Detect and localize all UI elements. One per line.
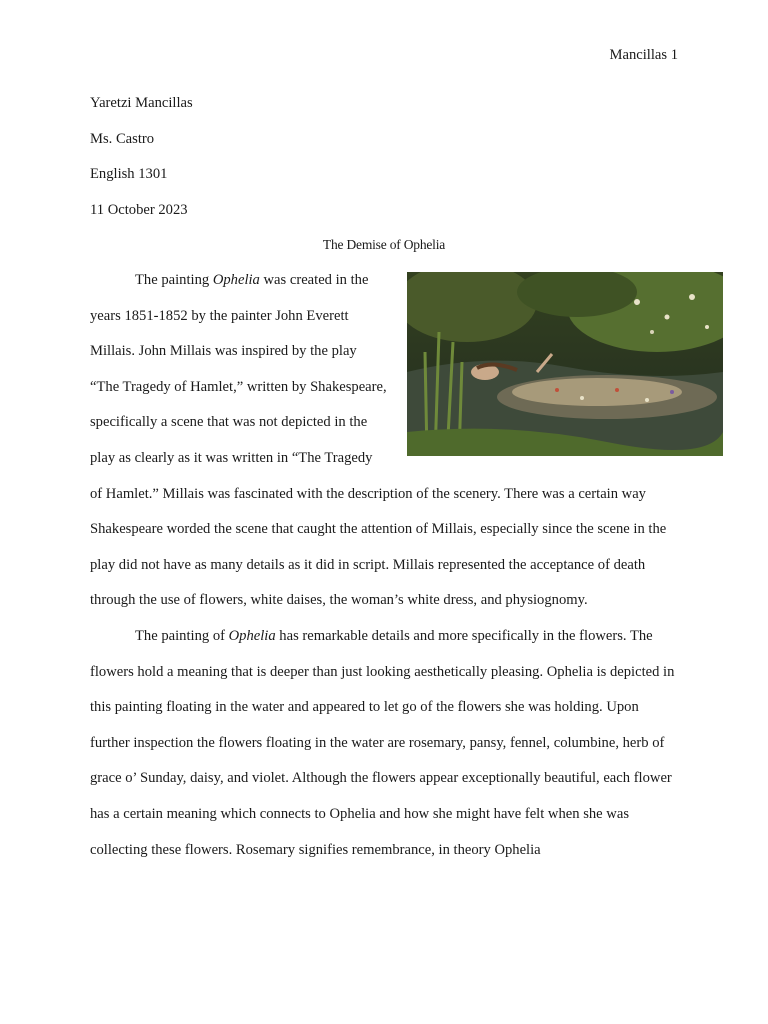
course-name: English 1301: [90, 166, 168, 183]
paragraph-1-intro: The painting: [135, 272, 213, 288]
paragraph-2-intro: The painting of: [135, 627, 229, 644]
essay-title: The Demise of Ophelia: [322, 237, 446, 252]
essay-date: 11 October 2023: [90, 201, 188, 218]
running-head: Mancillas 1: [609, 47, 678, 63]
student-name: Yaretzi Mancillas: [90, 95, 193, 111]
ophelia-painting-image: [407, 272, 723, 456]
mla-heading: [90, 94, 193, 236]
instructor-name: Ms. Castro: [90, 130, 155, 147]
paragraph-1-work-title: Ophelia: [212, 272, 260, 288]
essay-body: [90, 263, 680, 868]
paragraph-1-text: was created in the years 1851-1852 by the painter John Everett Millais. John Millais was inspired by the play “The Tragedy of Hamlet,” written by Shakespeare, specifically a scene that was not depicted in the play as clearly as it was written in “The Tragedy of Hamlet.” Millais was fascinated with the description of the scenery. There was a certain way Shakespeare worded the scene that caught the attention of Millais, especially since the scene in the play did not have as many details as it did in script. Millais represented the acceptance of death through the use of flowers, white daises, the woman’s white dress, and physiognomy.: [90, 272, 667, 609]
paragraph-2: [90, 619, 680, 868]
paragraph-2-text: has remarkable details and more specifically in the flowers. The flowers hold a meaning that is deeper than just looking aesthetically pleasing. Ophelia is depicted in this painting floating in the water and appeared to let go of the flowers she was holding. Upon further inspection the flowers floating in the water are rosemary, pansy, fennel, columbine, herb of grace o’ Sunday, daisy, and violet. Although the flowers appear exceptionally beautiful, each flower has a certain meaning which connects to Ophelia and how she might have felt when she was collecting these flowers. Rosemary signifies remembrance, in theory Ophelia: [90, 627, 675, 858]
paragraph-2-work-title: Ophelia: [228, 627, 276, 644]
